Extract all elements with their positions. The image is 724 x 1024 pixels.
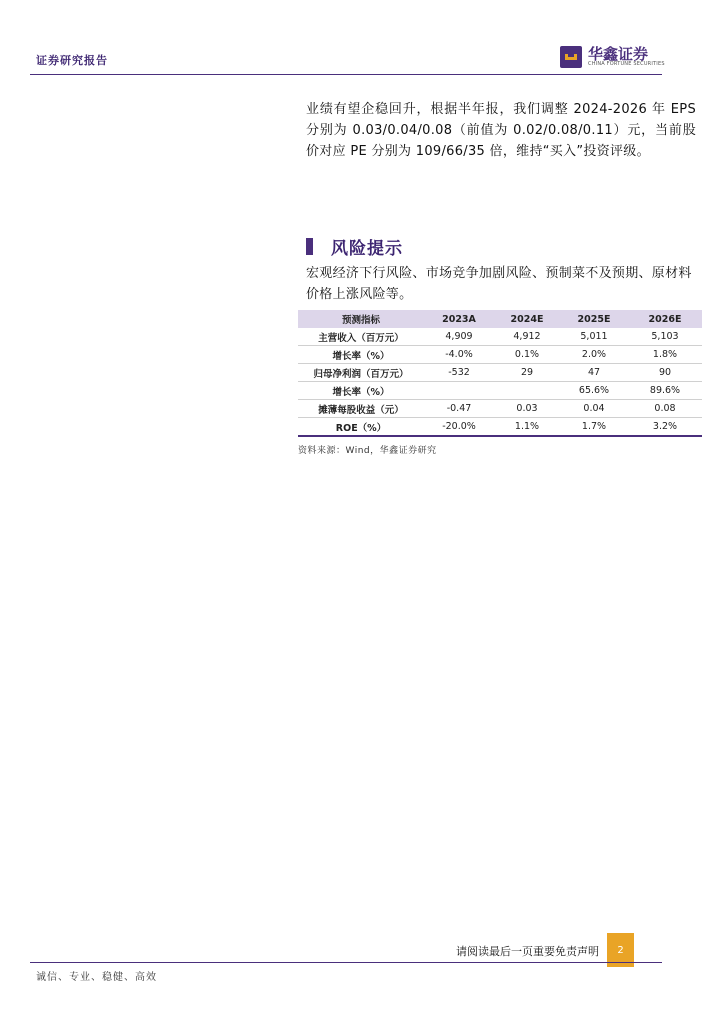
table-header-cell: 2025E — [560, 310, 628, 328]
row-label: 摊薄每股收益（元） — [298, 400, 424, 418]
table-cell: 0.03 — [494, 400, 560, 418]
table-cell: 0.1% — [494, 346, 560, 364]
section-marker — [306, 238, 313, 255]
row-label: 归母净利润（百万元） — [298, 364, 424, 382]
table-cell: 5,011 — [560, 328, 628, 346]
table-source: 资料来源：Wind，华鑫证券研究 — [298, 446, 437, 456]
logo-mark-icon — [560, 46, 582, 68]
row-label: 主营收入（百万元） — [298, 328, 424, 346]
footer-motto: 诚信、专业、稳健、高效 — [36, 972, 157, 983]
logo — [560, 46, 665, 68]
table-row — [298, 418, 702, 437]
table-header-cell: 2023A — [424, 310, 494, 328]
forecast-table — [298, 310, 702, 437]
header-title: 证券研究报告 — [36, 54, 108, 67]
table-header-cell: 2026E — [628, 310, 702, 328]
table-cell: 65.6% — [560, 382, 628, 400]
risk-section-heading — [306, 234, 403, 259]
table-cell — [494, 382, 560, 400]
table-cell: 47 — [560, 364, 628, 382]
table-row — [298, 346, 702, 364]
table-cell: 4,912 — [494, 328, 560, 346]
table-cell: 5,103 — [628, 328, 702, 346]
table-row — [298, 364, 702, 382]
table-cell: -4.0% — [424, 346, 494, 364]
footer-disclaimer: 请阅读最后一页重要免责声明 — [456, 945, 599, 958]
table-cell: 89.6% — [628, 382, 702, 400]
row-label: 增长率（%） — [298, 346, 424, 364]
table-header-cell: 预测指标 — [298, 310, 424, 328]
table-header-row — [298, 310, 702, 328]
table-row — [298, 328, 702, 346]
table-header-cell: 2024E — [494, 310, 560, 328]
table-cell: 0.04 — [560, 400, 628, 418]
table-row — [298, 400, 702, 418]
table-cell: 90 — [628, 364, 702, 382]
body-paragraph: 业绩有望企稳回升，根据半年报，我们调整 2024-2026 年 EPS 分别为 0.03/0.04/0.08（前值为 0.02/0.08/0.11）元，当前股价对应 PE 分别为 109/66/35 倍，维持“买入”投资评级。 — [306, 102, 696, 159]
row-label: ROE（%） — [298, 418, 424, 437]
table-cell: 1.7% — [560, 418, 628, 437]
table-cell: 2.0% — [560, 346, 628, 364]
section-title: 风险提示 — [331, 239, 403, 259]
table-cell: -532 — [424, 364, 494, 382]
table-cell: 1.8% — [628, 346, 702, 364]
table-cell: -0.47 — [424, 400, 494, 418]
table-row — [298, 382, 702, 400]
table-cell — [424, 382, 494, 400]
logo-text-cn: 华鑫证券 — [588, 45, 649, 63]
header-divider — [30, 74, 662, 75]
row-label: 增长率（%） — [298, 382, 424, 400]
risk-text: 宏观经济下行风险、市场竞争加剧风险、预制菜不及预期、原材料价格上涨风险等。 — [306, 266, 692, 302]
logo-text-en: CHINA FORTUNE SECURITIES — [588, 61, 665, 67]
table-cell: 0.08 — [628, 400, 702, 418]
table-cell: 3.2% — [628, 418, 702, 437]
table-cell: -20.0% — [424, 418, 494, 437]
footer-divider — [30, 962, 662, 963]
table-cell: 29 — [494, 364, 560, 382]
table-cell: 1.1% — [494, 418, 560, 437]
table-cell: 4,909 — [424, 328, 494, 346]
page-number: 2 — [607, 933, 634, 967]
